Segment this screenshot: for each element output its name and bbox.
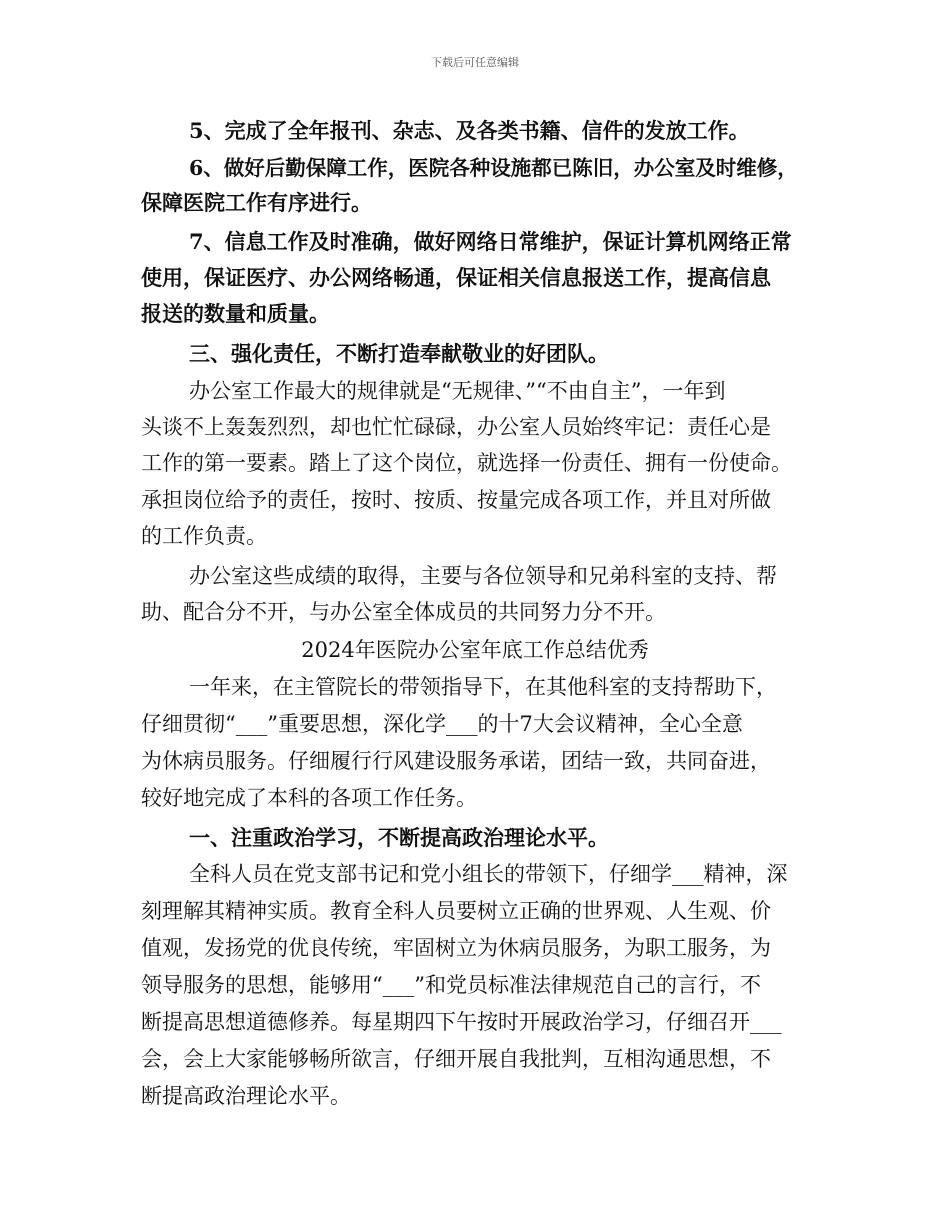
section-heading-1: 一、注重政治学习，不断提高政治理论水平。 bbox=[189, 825, 609, 850]
paragraph-line: 断提高思想道德修养。每星期四下午按时开展政治学习，仔细召开___ bbox=[141, 1010, 782, 1034]
paragraph-line: 办公室工作最大的规律就是“无规律、”“不由自主”，一年到 bbox=[189, 379, 726, 403]
paragraph-line: 承担岗位给予的责任，按时、按质、按量完成各项工作，并且对所做 bbox=[141, 488, 771, 512]
paragraph-line: 工作的第一要素。踏上了这个岗位，就选择一份责任、拥有一份使命。 bbox=[141, 451, 792, 475]
paragraph-line: 的工作负责。 bbox=[141, 524, 267, 548]
section-heading-3: 三、强化责任，不断打造奉献敬业的好团队。 bbox=[189, 341, 609, 366]
list-item-6-cont: 保障医院工作有序进行。 bbox=[141, 190, 372, 215]
header-note: 下载后可任意编辑 bbox=[431, 56, 519, 69]
list-item-7-cont-1: 使用，保证医疗、办公网络畅通，保证相关信息报送工作，提高信息 bbox=[141, 265, 771, 290]
paragraph-line: 为休病员服务。仔细履行行风建设服务承诺，团结一致，共同奋进， bbox=[141, 749, 771, 773]
paragraph-line: 仔细贯彻“___”重要思想，深化学___的十7大会议精神，全心全意 bbox=[141, 712, 743, 736]
paragraph-line: 较好地完成了本科的各项工作任务。 bbox=[141, 786, 477, 810]
paragraph-line: 领导服务的思想，能够用“___”和党员标准法律规范自己的言行，不 bbox=[141, 973, 761, 997]
paragraph-line: 会，会上大家能够畅所欲言，仔细开展自我批判，互相沟通思想，不 bbox=[141, 1047, 771, 1071]
paragraph-line: 断提高政治理论水平。 bbox=[141, 1084, 351, 1108]
paragraph-line: 头谈不上轰轰烈烈，却也忙忙碌碌，办公室人员始终牢记：责任心是 bbox=[141, 415, 771, 439]
list-item-6: 6、做好后勤保障工作，医院各种设施都已陈旧，办公室及时维修， bbox=[189, 156, 798, 180]
paragraph-line: 值观，发扬党的优良传统，牢固树立为休病员服务，为职工服务，为 bbox=[141, 936, 771, 960]
paragraph-line: 一年来，在主管院长的带领指导下，在其他科室的支持帮助下， bbox=[189, 675, 777, 699]
paragraph-line: 全科人员在党支部书记和党小组长的带领下，仔细学___精神，深 bbox=[189, 862, 788, 886]
list-item-7-cont-2: 报送的数量和质量。 bbox=[141, 301, 330, 326]
document-title: 2024年医院办公室年底工作总结优秀 bbox=[301, 638, 649, 662]
paragraph-line: 办公室这些成绩的取得，主要与各位领导和兄弟科室的支持、帮 bbox=[189, 564, 777, 588]
paragraph-line: 刻理解其精神实质。教育全科人员要树立正确的世界观、人生观、价 bbox=[141, 899, 771, 923]
paragraph-line: 助、配合分不开，与办公室全体成员的共同努力分不开。 bbox=[141, 600, 666, 624]
list-item-5: 5、完成了全年报刊、杂志、及各类书籍、信件的发放工作。 bbox=[189, 118, 750, 143]
list-item-7: 7、信息工作及时准确，做好网络日常维护，保证计算机网络正常 bbox=[189, 229, 792, 254]
